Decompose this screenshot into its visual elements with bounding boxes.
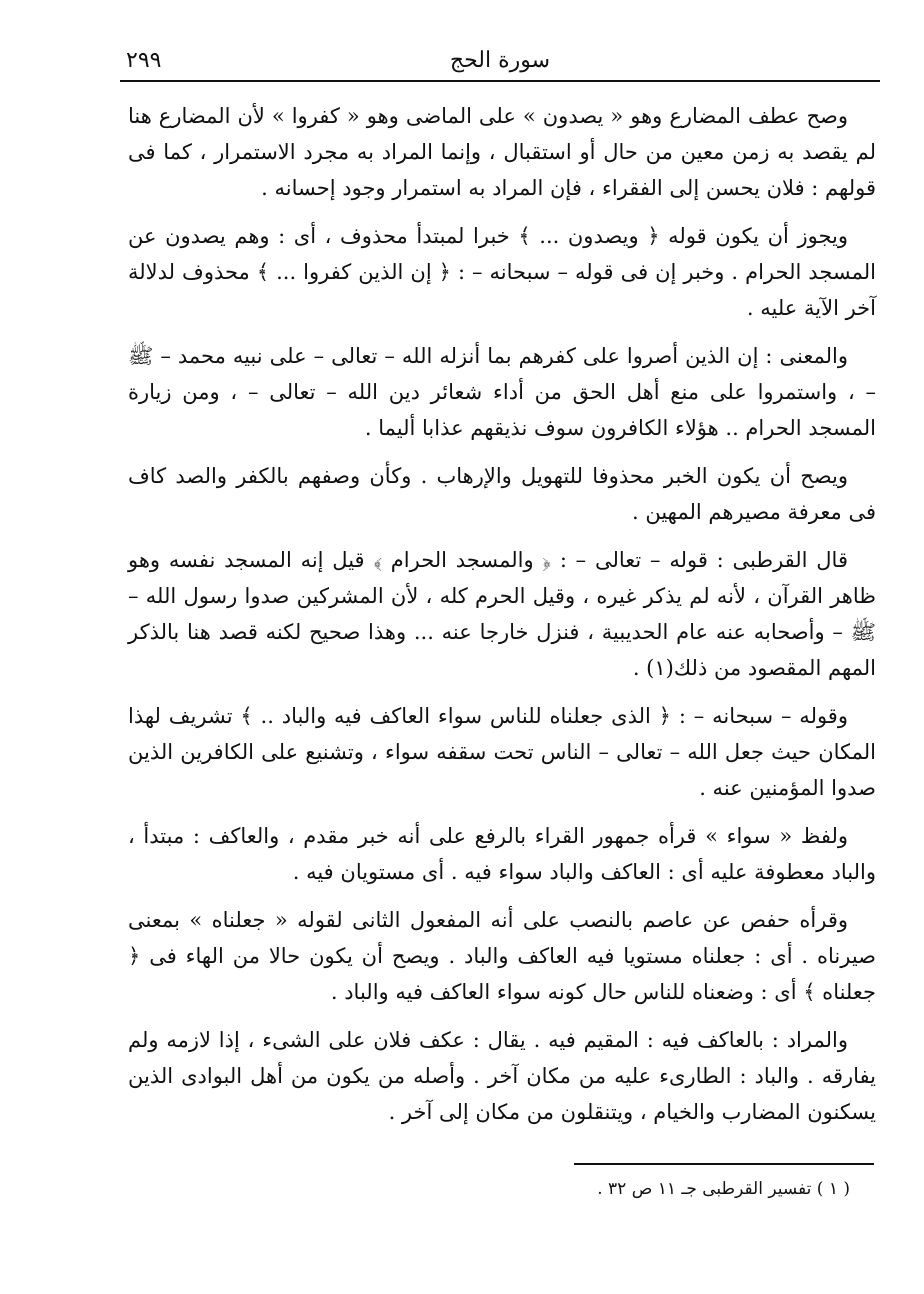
paragraph: والمراد : بالعاكف فيه : المقيم فيه . يقال : عكف فلان على الشىء ، إذا لازمه ولم يفارقه . والباد : الطارىء عليه من مكان آخر . وأصله من يكون من أهل البوادى الذين يسكنون المضارب والخيام ، ويتنقلون من مكان إلى آخر . [128,1028,876,1124]
footnote-divider [574,1163,874,1165]
main-text [128,98,876,1142]
header-divider [120,80,880,82]
page-header [120,40,880,82]
paragraph: وقوله – سبحانه – : ﴿ الذى جعلناه للناس سواء العاكف فيه والباد .. ﴾ تشريف لهذا المكان حيث جعل الله – تعالى – الناس تحت سقفه سواء ، وتشنيع على الكافرين الذين صدوا المؤمنين عنه . [128,704,876,800]
paragraph: ولفظ « سواء » قرأه جمهور القراء بالرفع على أنه خبر مقدم ، والعاكف : مبتدأ ، والباد معطوفة عليه أى : العاكف والباد سواء فيه . أى مستويان فيه . [128,824,876,884]
paragraph: ويصح أن يكون الخبر محذوفا للتهويل والإرهاب . وكأن وصفهم بالكفر والصد كاف فى معرفة مصيرهم المهين . [128,464,876,524]
footnote: ( ١ ) تفسير القرطبى جـ ١١ ص ٣٢ . [597,1179,850,1199]
paragraph: والمعنى : إن الذين أصروا على كفرهم بما أنزله الله – تعالى – على نبيه محمد – ﷺ – ، واستمروا على منع أهل الحق من أداء شعائر دين الله – تعالى – ، ومن زيارة المسجد الحرام .. هؤلاء الكافرون سوف نذيقهم عذابا أليما . [128,344,876,440]
surah-title: سورة الحج [449,48,551,73]
page-number: ٢٩٩ [126,48,162,73]
paragraph: وقرأه حفص عن عاصم بالنصب على أنه المفعول الثانى لقوله « جعلناه » بمعنى صيرناه . أى : جعلناه مستويا فيه العاكف والباد . ويصح أن يكون حالا من الهاء فى ﴿ جعلناه ﴾ أى : وضعناه للناس حال كونه سواء العاكف فيه والباد . [128,908,876,1004]
paragraph: وصح عطف المضارع وهو « يصدون » على الماضى وهو « كفروا » لأن المضارع هنا لم يقصد به زمن معين من حال أو استقبال ، وإنما المراد به مجرد الاستمرار ، كما فى قولهم : فلان يحسن إلى الفقراء ، فإن المراد به استمرار وجود إحسانه . [128,104,876,200]
paragraph: قال القرطبى : قوله – تعالى – : ﴿ والمسجد الحرام ﴾ قيل إنه المسجد نفسه وهو ظاهر القرآن ، لأنه لم يذكر غيره ، وقيل الحرم كله ، لأن المشركين صدوا رسول الله – ﷺ – وأصحابه عنه عام الحديبية ، فنزل خارجا عنه ... وهذا صحيح لكنه قصد هنا بالذكر المهم المقصود من ذلك(١) . [128,548,876,680]
paragraph: ويجوز أن يكون قوله ﴿ ويصدون ... ﴾ خبرا لمبتدأ محذوف ، أى : وهم يصدون عن المسجد الحرام . وخبر إن فى قوله – سبحانه – : ﴿ إن الذين كفروا ... ﴾ محذوف لدلالة آخر الآية عليه . [128,224,876,320]
